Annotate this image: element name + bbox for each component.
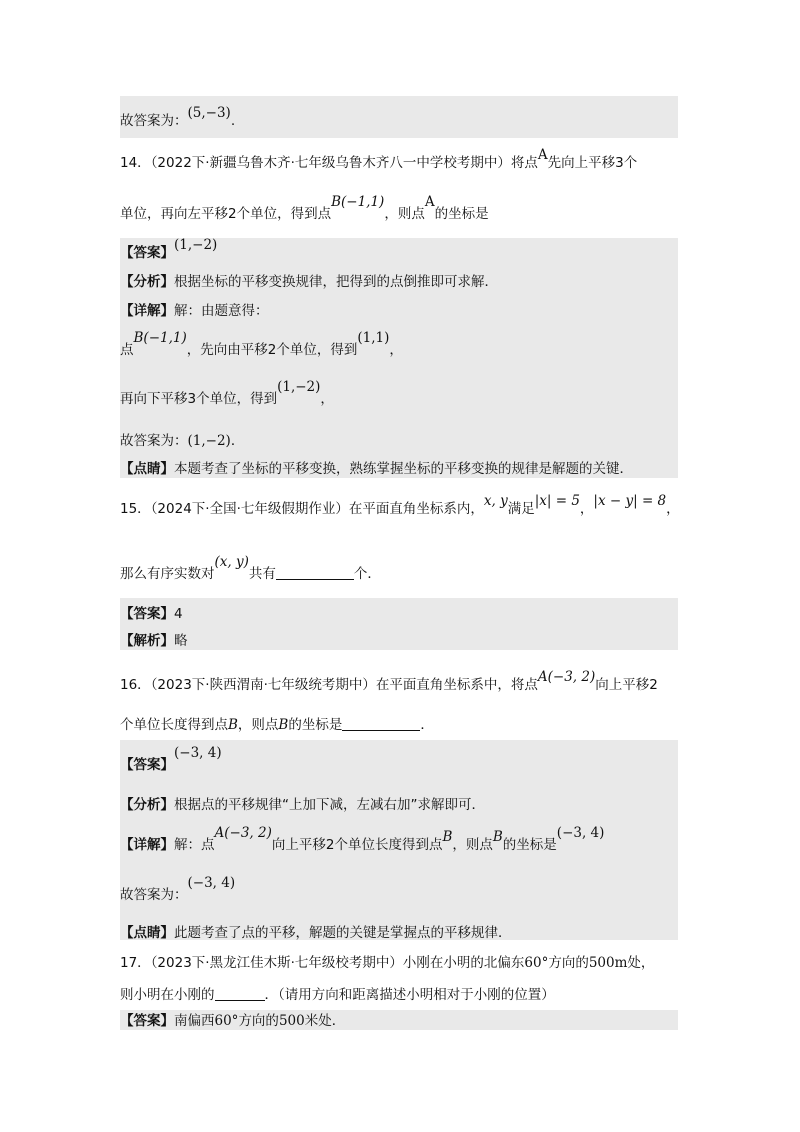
math-degree: 60° — [214, 1013, 239, 1029]
stem-text: ．（请用方向和距离描述小明相对于小刚的位置） — [264, 987, 555, 1003]
question-number: 15． — [120, 501, 151, 517]
question-source: （2022下·新疆乌鲁木齐·七年级乌鲁木齐八一中学校考期中）将点 — [150, 155, 538, 171]
stem-text: 方向的 — [548, 955, 589, 971]
answer-text: 米处． — [304, 1013, 346, 1029]
detail-text: 点 — [120, 342, 134, 358]
stem-text: 个． — [353, 566, 381, 582]
q14-final-line — [120, 432, 244, 450]
q15-answer-line — [120, 605, 183, 623]
stem-text: 则小明在小刚的 — [120, 987, 215, 1003]
fill-blank — [276, 565, 354, 580]
answer-tag: 【答案】 — [120, 1013, 174, 1029]
answer-label: 故答案为： — [120, 113, 188, 129]
stem-text: 的坐标是 — [434, 206, 489, 222]
math-pair: (x, y) — [214, 554, 249, 570]
comment-text: 本题考查了坐标的平移变换，熟练掌握坐标的平移变换的规律是解题的关键． — [174, 461, 633, 477]
q14-analysis-line — [120, 273, 498, 291]
analysis-tag: 【分析】 — [120, 274, 174, 290]
detail-text: 的坐标是 — [502, 837, 557, 853]
question-source: （2023下·黑龙江佳木斯·七年级校考期中）小刚在小明的北偏东 — [150, 955, 525, 971]
math-variables: x, y — [483, 493, 508, 509]
detail-text: 解：点 — [174, 837, 215, 853]
math-expression: (−3, 4) — [187, 875, 236, 891]
detail-text: ， — [320, 391, 334, 407]
stem-text: 处， — [627, 955, 655, 971]
stem-text: ，则点 — [384, 206, 425, 222]
stem-text: ， — [666, 501, 680, 517]
fill-blank — [342, 716, 420, 731]
question-number: 17． — [120, 955, 151, 971]
q14-comment-line — [120, 460, 633, 478]
stem-text: ，则点 — [237, 717, 279, 733]
q15-stem-line1 — [120, 493, 680, 518]
parse-tag: 【解析】 — [120, 633, 174, 649]
q16-analysis-line — [120, 796, 485, 814]
math-expression: (−3, 4) — [556, 825, 605, 841]
top-answer-line — [120, 105, 236, 130]
detail-text: 解：由题意得： — [174, 303, 269, 319]
q16-stem-line1 — [120, 669, 658, 694]
answer-tag: 【答案】 — [120, 757, 174, 773]
q14-answer-line — [120, 237, 218, 262]
parse-text: 略 — [174, 633, 188, 649]
math-expression: (1,−2) — [187, 433, 231, 449]
stem-text: 共有 — [248, 566, 276, 582]
answer-text: 南偏西 — [174, 1013, 215, 1029]
math-point-b: B(−1,1) — [331, 194, 385, 210]
answer-block-q15 — [120, 598, 678, 650]
q15-stem-line2 — [120, 554, 381, 583]
q14-detail-line2 — [120, 330, 403, 359]
detail-text: ，则点 — [452, 837, 493, 853]
stem-text: ． — [420, 717, 434, 733]
math-degree: 60° — [524, 955, 549, 971]
math-point-b: B — [228, 717, 238, 733]
punct: ． — [230, 433, 245, 449]
math-point-a: A — [537, 147, 548, 163]
stem-text: 那么有序实数对 — [120, 566, 215, 582]
math-condition-1: |x| = 5 — [534, 493, 580, 509]
math-point-a: A(−3, 2) — [537, 669, 596, 685]
detail-text: 向上平移2个单位长度得到点 — [271, 837, 443, 853]
math-point-a: A(−3, 2) — [214, 825, 272, 841]
question-source: （2023下·陕西渭南·七年级统考期中）在平面直角坐标系中，将点 — [150, 677, 538, 693]
analysis-text: 根据点的平移规律“上加下减，左减右加”求解即可． — [174, 797, 485, 813]
question-number: 16． — [120, 677, 151, 693]
stem-text: 满足 — [507, 501, 535, 517]
stem-text: 单位，再向左平移2个单位，得到点 — [120, 206, 332, 222]
answer-label: 故答案为： — [120, 433, 188, 449]
fill-blank — [215, 986, 265, 1001]
stem-text: ， — [579, 501, 594, 517]
detail-tag: 【详解】 — [120, 837, 174, 853]
answer-tag: 【答案】 — [120, 245, 174, 261]
q16-comment-line — [120, 924, 512, 942]
math-expression: (5,−3) — [187, 105, 231, 121]
math-point-b: B — [492, 829, 503, 845]
comment-tag: 【点睛】 — [120, 925, 174, 941]
math-distance: 500 — [278, 1013, 305, 1029]
q14-detail-line3 — [120, 379, 334, 408]
q17-stem-line1 — [120, 954, 654, 972]
answer-label: 故答案为： — [120, 887, 188, 903]
q15-parse-line — [120, 632, 188, 650]
q16-final-line — [120, 875, 236, 904]
q16-detail-line — [120, 825, 605, 854]
detail-text: 再向下平移3个单位，得到 — [120, 391, 278, 407]
question-source: （2024下·全国·七年级假期作业）在平面直角坐标系内， — [150, 501, 484, 517]
analysis-tag: 【分析】 — [120, 797, 174, 813]
detail-text: ， — [389, 342, 403, 358]
q14-stem-line2 — [120, 194, 489, 223]
comment-text: 此题考查了点的平移，解题的关键是掌握点的平移规律． — [174, 925, 512, 941]
detail-tag: 【详解】 — [120, 303, 174, 319]
math-condition-2: |x − y| = 8 — [593, 493, 667, 509]
math-point-b: B(−1,1) — [133, 330, 187, 346]
answer-math: (−3, 4) — [174, 745, 222, 761]
math-point-b: B — [442, 829, 453, 845]
q14-detail-line — [120, 302, 269, 320]
q17-stem-line2 — [120, 986, 555, 1004]
question-number: 14． — [120, 155, 151, 171]
math-distance: 500m — [588, 955, 628, 971]
stem-text: 先向上平移3个 — [547, 155, 638, 171]
punct: . — [230, 113, 236, 129]
stem-text: 的坐标是 — [288, 717, 343, 733]
stem-text: 个单位长度得到点 — [120, 717, 228, 733]
detail-text: ，先向由平移2个单位，得到 — [186, 342, 358, 358]
stem-text: 向上平移2 — [595, 677, 658, 693]
math-expression: (1,1) — [357, 330, 390, 346]
answer-value: 4 — [174, 606, 183, 622]
math-point-a: A — [424, 194, 435, 210]
q16-stem-line2 — [120, 716, 434, 734]
math-point-b: B — [278, 717, 289, 733]
answer-text: 方向的 — [238, 1013, 279, 1029]
q16-answer-line — [120, 745, 222, 774]
math-expression: (1,−2) — [277, 379, 321, 395]
comment-tag: 【点睛】 — [120, 461, 174, 477]
answer-tag: 【答案】 — [120, 606, 174, 622]
q14-stem-line1 — [120, 147, 638, 172]
q17-answer-line — [120, 1012, 345, 1030]
answer-math: (1,−2) — [174, 237, 218, 253]
analysis-text: 根据坐标的平移变换规律，把得到的点倒推即可求解． — [174, 274, 498, 290]
